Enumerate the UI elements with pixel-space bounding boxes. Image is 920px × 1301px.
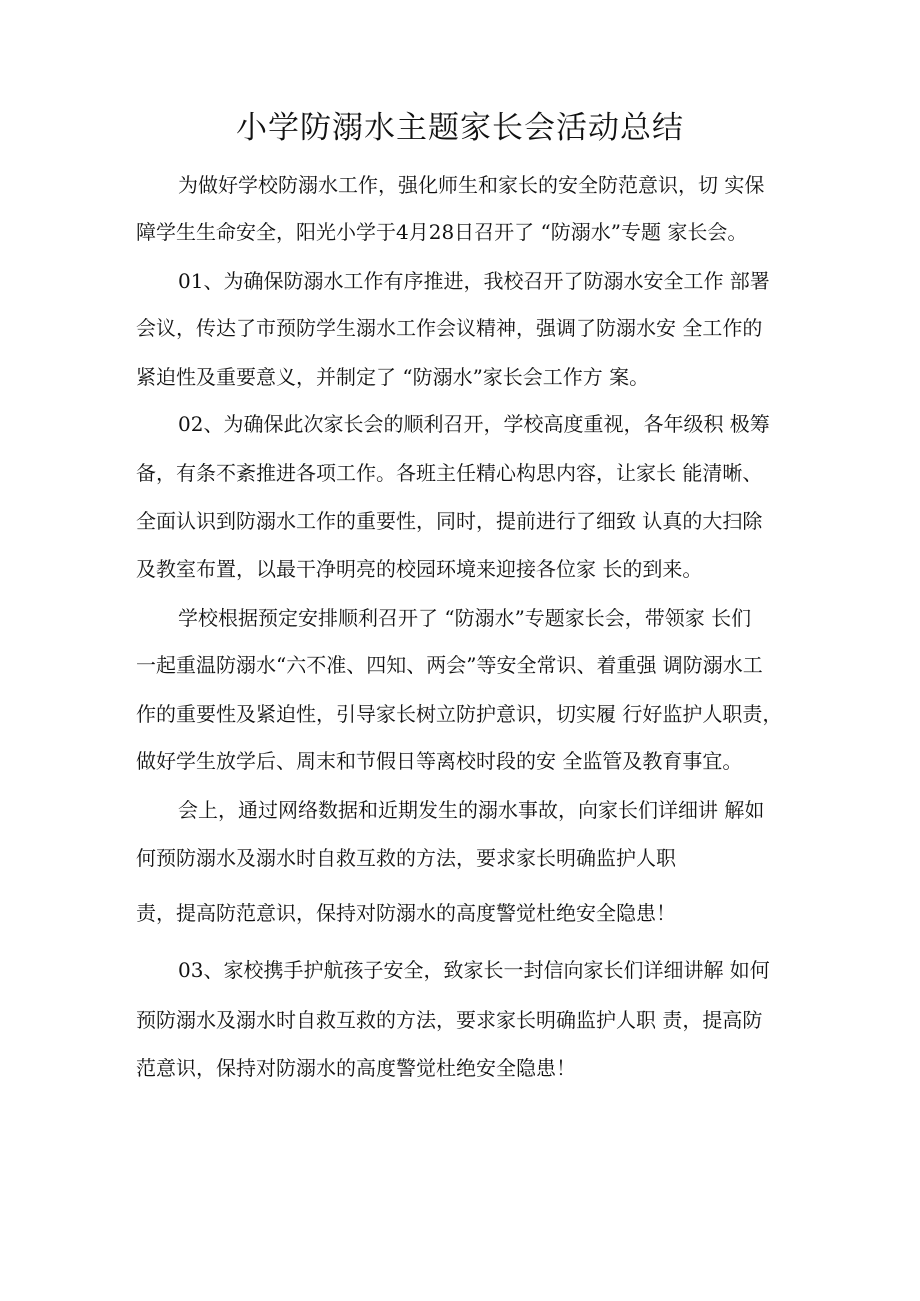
paragraph-line: 会上，通过网络数据和近期发生的溺水事故，向家长们详细讲 解如 <box>178 798 765 822</box>
paragraph-line: 及教室布置，以最干净明亮的校园环境来迎接各位家 长的到来。 <box>136 557 703 581</box>
paragraph-line: 01、为确保防溺水工作有序推进，我校召开了防溺水安全工作 部署 <box>178 269 770 293</box>
paragraph-line: 紧迫性及重要意义，并制定了 “防溺水”家长会工作方 案。 <box>136 365 650 389</box>
paragraph-line: 责，提高防范意识，保持对防溺水的高度警觉杜绝安全隐患！ <box>136 901 676 925</box>
paragraph-line: 障学生生命安全，阳光小学于4月28日召开了 “防溺水”专题 家长会。 <box>136 220 748 244</box>
document-title: 小学防溺水主题家长会活动总结 <box>236 110 684 146</box>
paragraph-line: 学校根据预定安排顺利召开了 “防溺水”专题家长会，带领家 长们 <box>178 606 752 630</box>
paragraph-line: 备，有条不紊推进各项工作。各班主任精心构思内容，让家长 能清晰、 <box>136 461 763 485</box>
paragraph-line: 会议，传达了市预防学生溺水工作会议精神，强调了防溺水安 全工作的 <box>136 316 763 340</box>
paragraph-line: 何预防溺水及溺水时自救互救的方法，要求家长明确监护人职 <box>136 846 676 870</box>
paragraph-line: 全面认识到防溺水工作的重要性，同时，提前进行了细致 认真的大扫除 <box>136 509 763 533</box>
paragraph-line: 一起重温防溺水“六不准、四知、两会”等安全常识、着重强 调防溺水工 <box>136 653 763 677</box>
paragraph-line: 做好学生放学后、周末和节假日等离校时段的安 全监管及教育事宜。 <box>136 749 743 773</box>
paragraph-line: 范意识，保持对防溺水的高度警觉杜绝安全隐患！ <box>136 1056 576 1080</box>
paragraph-line: 作的重要性及紧迫性，引导家长树立防护意识，切实履 行好监护人职责， <box>136 702 783 726</box>
paragraph-line: 03、家校携手护航孩子安全，致家长一封信向家长们详细讲解 如何 <box>178 958 770 982</box>
paragraph-line: 预防溺水及溺水时自救互救的方法，要求家长明确监护人职 责，提高防 <box>136 1008 763 1032</box>
paragraph-line: 02、为确保此次家长会的顺利召开，学校高度重视，各年级积 极筹 <box>178 412 770 436</box>
paragraph-line: 为做好学校防溺水工作，强化师生和家长的安全防范意识，切 实保 <box>178 173 765 197</box>
